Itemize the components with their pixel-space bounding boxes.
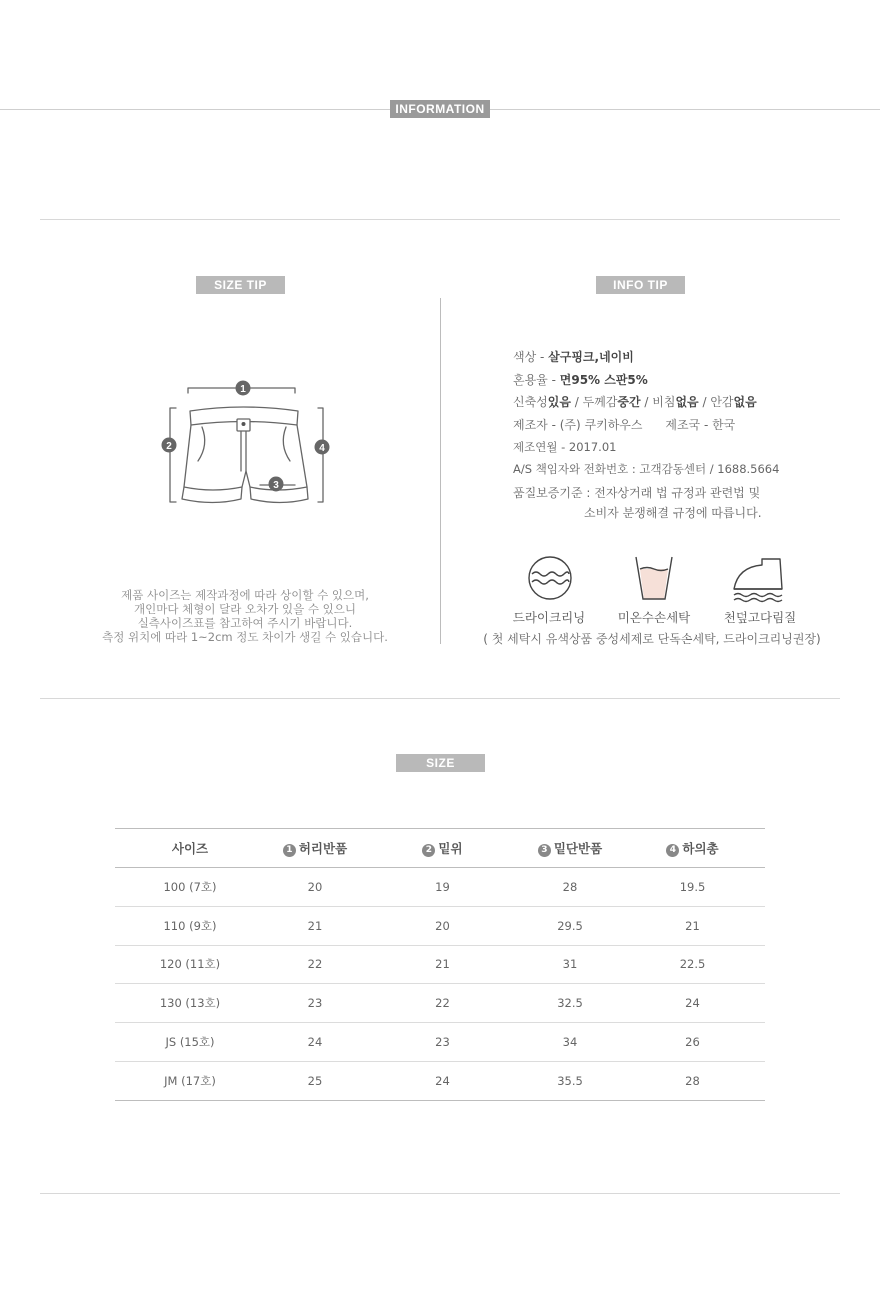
header-num: 4 (666, 844, 679, 857)
cell-rise: 23 (365, 1023, 520, 1062)
color-value: 살구핑크,네이비 (548, 350, 634, 364)
header-waist (265, 829, 365, 868)
size-tip-note-line: 개인마다 체형이 달라 오차가 있을 수 있으니 (134, 602, 356, 616)
thickness-label: / 두께감 (570, 395, 618, 409)
cell-length: 22.5 (620, 945, 765, 984)
size-tip-notes (40, 588, 450, 644)
cell-hem: 34 (520, 1023, 620, 1062)
care-label-dry-clean: 드라이크리닝 (512, 610, 586, 625)
sheer-label: / 비침 (640, 395, 676, 409)
info-quality-1: 품질보증기준 : 전자상거래 법 규정과 관련법 및 (513, 486, 761, 500)
sheer-value: 없음 (675, 395, 699, 409)
cell-length: 21 (620, 906, 765, 945)
header-hem (520, 829, 620, 868)
cell-waist: 25 (265, 1061, 365, 1100)
cell-size: 120 (11호) (115, 945, 265, 984)
cell-hem: 31 (520, 945, 620, 984)
cell-size: 110 (9호) (115, 906, 265, 945)
header-label: 밑위 (438, 841, 463, 856)
header-label: 밑단반품 (553, 841, 603, 856)
thickness-value: 중간 (617, 395, 641, 409)
hand-wash-icon (633, 555, 675, 603)
lining-value: 없음 (733, 395, 757, 409)
size-table (115, 828, 765, 1101)
care-label-hand-wash: 미온수손세탁 (617, 610, 691, 625)
cell-hem: 32.5 (520, 984, 620, 1023)
blend-value: 면95% 스판5% (559, 373, 648, 387)
info-as: A/S 책임자와 전화번호 : 고객감동센터 / 1688.5664 (513, 462, 780, 476)
size-tip-note-line: 실측사이즈표를 참고하여 주시기 바랍니다. (137, 616, 353, 630)
table-row (115, 1023, 765, 1062)
size-table-header (115, 829, 765, 868)
cell-rise: 22 (365, 984, 520, 1023)
header-num: 1 (283, 844, 296, 857)
header-length (620, 829, 765, 868)
tip-column-divider (440, 298, 441, 644)
cell-size: JS (15호) (115, 1023, 265, 1062)
size-tip-note-line: 측정 위치에 따라 1~2cm 정도 차이가 생길 수 있습니다. (102, 630, 388, 644)
section-divider-middle (40, 698, 840, 699)
information-tag: INFORMATION (390, 100, 490, 118)
section-divider-top (40, 219, 840, 220)
header-num: 3 (538, 844, 551, 857)
table-row (115, 1061, 765, 1100)
iron-with-cloth-icon (730, 555, 788, 603)
cell-hem: 28 (520, 868, 620, 907)
cell-hem: 35.5 (520, 1061, 620, 1100)
cell-rise: 19 (365, 868, 520, 907)
info-properties (513, 393, 757, 410)
header-label: 사이즈 (171, 841, 209, 856)
header-size (115, 829, 265, 868)
cell-rise: 20 (365, 906, 520, 945)
header-rise (365, 829, 520, 868)
info-quality-2: 소비자 분쟁해결 규정에 따릅니다. (584, 506, 762, 520)
dry-clean-icon (526, 555, 576, 603)
header-num: 2 (422, 844, 435, 857)
table-row (115, 906, 765, 945)
cell-hem: 29.5 (520, 906, 620, 945)
cell-waist: 23 (265, 984, 365, 1023)
cell-waist: 24 (265, 1023, 365, 1062)
cell-length: 26 (620, 1023, 765, 1062)
cell-waist: 22 (265, 945, 365, 984)
info-blend (513, 371, 648, 388)
size-tag: SIZE (396, 754, 485, 772)
cell-size: JM (17호) (115, 1061, 265, 1100)
cell-waist: 21 (265, 906, 365, 945)
cell-length: 24 (620, 984, 765, 1023)
cell-length: 19.5 (620, 868, 765, 907)
section-divider-bottom (40, 1193, 840, 1194)
table-row (115, 868, 765, 907)
marker-1: 1 (240, 384, 246, 395)
stretch-label: 신축성 (513, 395, 548, 409)
size-tip-tag: SIZE TIP (196, 276, 285, 294)
marker-3: 3 (273, 480, 279, 491)
info-maker: 제조자 - (주) 쿠키하우스 제조국 - 한국 (513, 418, 736, 432)
size-tip-note-line: 제품 사이즈는 제작과정에 따라 상이할 수 있으며, (121, 588, 369, 602)
care-note: ( 첫 세탁시 유색상품 중성세제로 단독손세탁, 드라이크리닝권장) (483, 632, 821, 646)
info-date: 제조연월 - 2017.01 (513, 440, 617, 454)
cell-length: 28 (620, 1061, 765, 1100)
info-tip-tag: INFO TIP (596, 276, 685, 294)
care-label-iron: 천덮고다림질 (723, 610, 797, 625)
cell-rise: 24 (365, 1061, 520, 1100)
blend-label: 혼용율 - (513, 373, 560, 387)
info-color (513, 348, 634, 365)
marker-4: 4 (319, 443, 325, 454)
table-row (115, 945, 765, 984)
cell-rise: 21 (365, 945, 520, 984)
stretch-value: 있음 (547, 395, 571, 409)
table-row (115, 984, 765, 1023)
color-label: 색상 - (513, 350, 549, 364)
header-label: 허리반품 (298, 841, 348, 856)
marker-2: 2 (166, 441, 172, 452)
header-label: 하의총 (682, 841, 719, 856)
cell-waist: 20 (265, 868, 365, 907)
cell-size: 130 (13호) (115, 984, 265, 1023)
lining-label: / 안감 (698, 395, 734, 409)
shorts-diagram (155, 375, 340, 510)
cell-size: 100 (7호) (115, 868, 265, 907)
